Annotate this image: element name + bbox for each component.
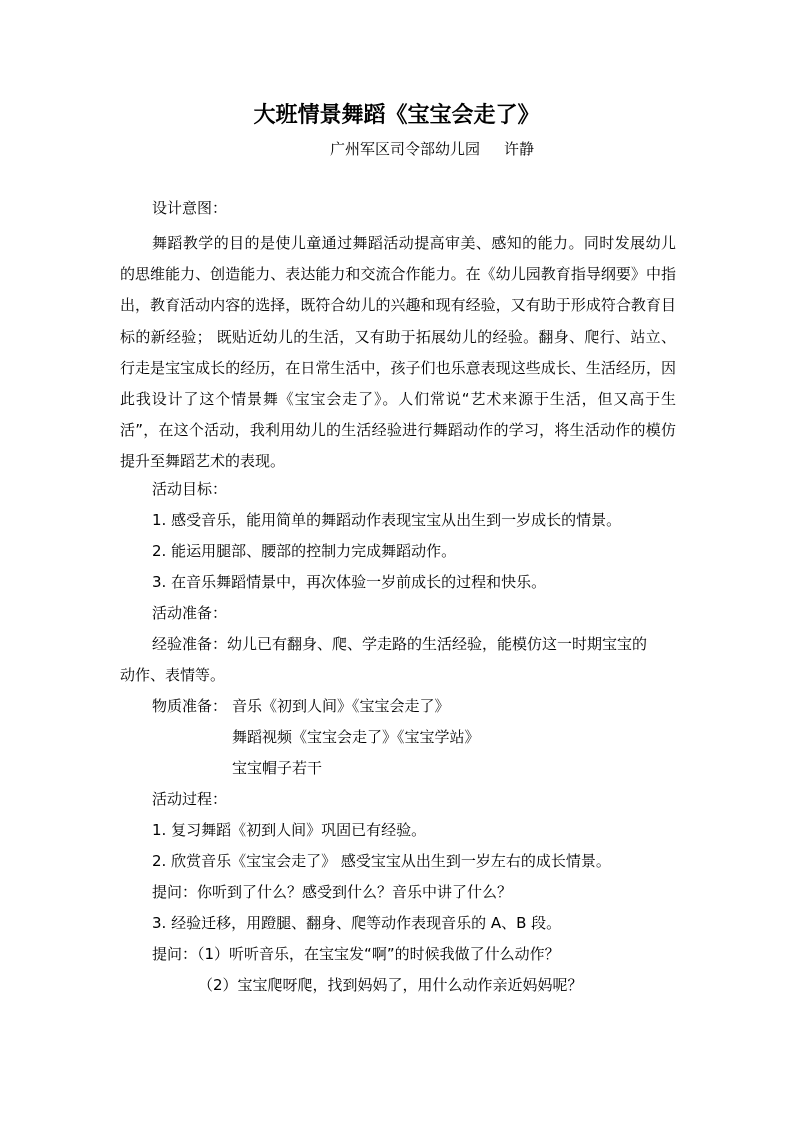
prep-material-label: 物质准备： [152, 697, 228, 715]
prep-heading: 活动准备： [152, 604, 228, 622]
process-heading: 活动过程： [152, 790, 228, 808]
process-item-2: 2. 欣赏音乐《宝宝会走了》 感受宝宝从出生到一岁左右的成长情景。 [152, 852, 611, 870]
question-1: 提问：你听到了什么？感受到什么？音乐中讲了什么？ [152, 883, 513, 901]
document-title: 大班情景舞蹈《宝宝会走了》 [253, 102, 540, 128]
goal-item-2: 2. 能运用腿部、腰部的控制力完成舞蹈动作。 [152, 542, 457, 560]
prep-experience-line1: 经验准备：幼儿已有翻身、爬、学走路的生活经验，能模仿这一时期宝宝的 [152, 635, 648, 653]
question-3: （2）宝宝爬呀爬，找到妈妈了，用什么动作亲近妈妈呢？ [198, 976, 583, 994]
goals-heading: 活动目标： [152, 480, 228, 498]
prep-experience-line2: 动作、表情等。 [120, 666, 226, 684]
process-item-3: 3. 经验迁移，用蹬腿、翻身、爬等动作表现音乐的 A、B 段。 [152, 914, 562, 932]
author-name: 许静 [504, 140, 535, 158]
prep-material-item-2: 舞蹈视频《宝宝会走了》《宝宝学站》 [232, 728, 480, 746]
goal-item-1: 1. 感受音乐，能用简单的舞蹈动作表现宝宝从出生到一岁成长的情景。 [152, 511, 622, 529]
design-intent-heading: 设计意图： [152, 199, 228, 217]
goal-item-3: 3. 在音乐舞蹈情景中，再次体验一岁前成长的过程和快乐。 [152, 573, 547, 591]
prep-material-item-3: 宝宝帽子若干 [232, 759, 323, 777]
process-item-1: 1. 复习舞蹈《初到人间》巩固已有经验。 [152, 821, 427, 839]
design-intent-paragraph: 舞蹈教学的目的是使儿童通过舞蹈活动提高审美、感知的能力。同时发展幼儿的思维能力、创造能力、表达能力和交流合作能力。在《幼儿园教育指导纲要》中指出，教育活动内容的选择，既符合幼儿的兴趣和现有经验，又有助于形成符合教育目标的新经验； 既贴近幼儿的生活，又有助于拓展幼儿的经验。翻身、爬行、站立、行走是宝宝成长的经历，在日常生活中，孩子们也乐意表现这些成长、生活经历，因此我设计了这个情景舞《宝宝会走了》。人们常说“艺术来源于生活，但又高于生活”，在这个活动，我利用幼儿的生活经验进行舞蹈动作的学习，将生活动作的模仿提升至舞蹈艺术的表现。 [120, 234, 676, 471]
prep-material-item-1: 音乐《初到人间》《宝宝会走了》 [232, 697, 450, 715]
author-org: 广州军区司令部幼儿园 [330, 140, 481, 158]
author-line [330, 138, 534, 160]
design-intent-body [120, 228, 676, 478]
question-2: 提问：（1）听听音乐，在宝宝发“啊”的时候我做了什么动作？ [152, 945, 560, 963]
